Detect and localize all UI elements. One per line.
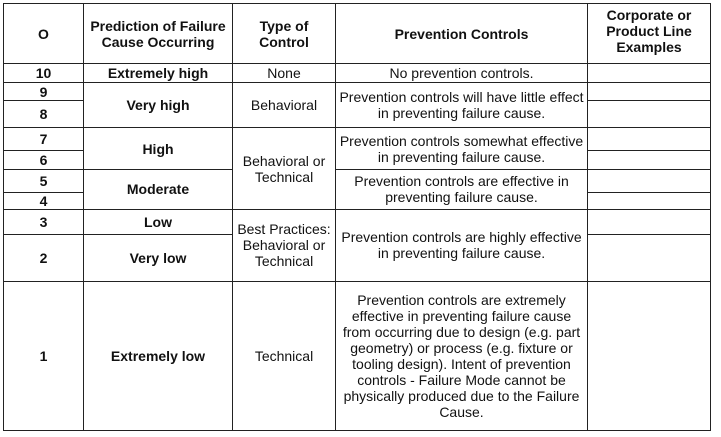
rank-cell: 7	[4, 128, 84, 151]
rank-cell: 3	[4, 210, 84, 235]
examples-cell	[588, 151, 711, 170]
examples-cell	[588, 128, 711, 151]
header-examples: Corporate or Product Line Examples	[588, 4, 711, 64]
examples-cell	[588, 101, 711, 128]
prevention-cell: Prevention controls are highly effective in preventing failure cause.	[336, 210, 588, 281]
rank-cell: 1	[4, 281, 84, 430]
header-o: O	[4, 4, 84, 64]
table-row	[4, 82, 711, 101]
prediction-cell: Low	[84, 210, 233, 235]
control-type-cell: None	[233, 64, 336, 83]
prevention-cell: Prevention controls will have little effect in preventing failure cause.	[336, 82, 588, 128]
control-type-cell: Behavioral	[233, 82, 336, 128]
control-type-cell: Behavioral or Technical	[233, 128, 336, 210]
prediction-cell: Very high	[84, 82, 233, 128]
examples-cell	[588, 235, 711, 282]
table-row	[4, 281, 711, 430]
table-row	[4, 128, 711, 151]
prevention-cell: Prevention controls are extremely effective in preventing failure cause from occurring due to design (e.g. part geometry) or process (e.g. fixture or tooling design). Intent of prevention controls - Failure Mode cannot be physically produced due to the Failure Cause.	[336, 281, 588, 430]
table-row	[4, 169, 711, 192]
prediction-cell: Moderate	[84, 169, 233, 209]
prevention-cell: No prevention controls.	[336, 64, 588, 83]
rank-cell: 4	[4, 192, 84, 210]
rank-cell: 8	[4, 101, 84, 128]
examples-cell	[588, 82, 711, 101]
prediction-cell: Extremely high	[84, 64, 233, 83]
examples-cell	[588, 64, 711, 83]
occurrence-rating-table	[3, 3, 711, 431]
rank-cell: 2	[4, 235, 84, 282]
header-type-of-control: Type of Control	[233, 4, 336, 64]
control-type-cell: Technical	[233, 281, 336, 430]
table-row	[4, 64, 711, 83]
prediction-cell: High	[84, 128, 233, 169]
examples-cell	[588, 169, 711, 192]
rank-cell: 5	[4, 169, 84, 192]
header-row	[4, 4, 711, 64]
rank-cell: 9	[4, 82, 84, 101]
header-prevention-controls: Prevention Controls	[336, 4, 588, 64]
rank-cell: 6	[4, 151, 84, 170]
examples-cell	[588, 210, 711, 235]
control-type-cell: Best Practices: Behavioral or Technical	[233, 210, 336, 281]
prediction-cell: Extremely low	[84, 281, 233, 430]
table-row	[4, 210, 711, 235]
prevention-cell: Prevention controls somewhat effective in preventing failure cause.	[336, 128, 588, 169]
rank-cell: 10	[4, 64, 84, 83]
prediction-cell: Very low	[84, 235, 233, 282]
examples-cell	[588, 281, 711, 430]
examples-cell	[588, 192, 711, 210]
header-prediction: Prediction of Failure Cause Occurring	[84, 4, 233, 64]
prevention-cell: Prevention controls are effective in preventing failure cause.	[336, 169, 588, 209]
